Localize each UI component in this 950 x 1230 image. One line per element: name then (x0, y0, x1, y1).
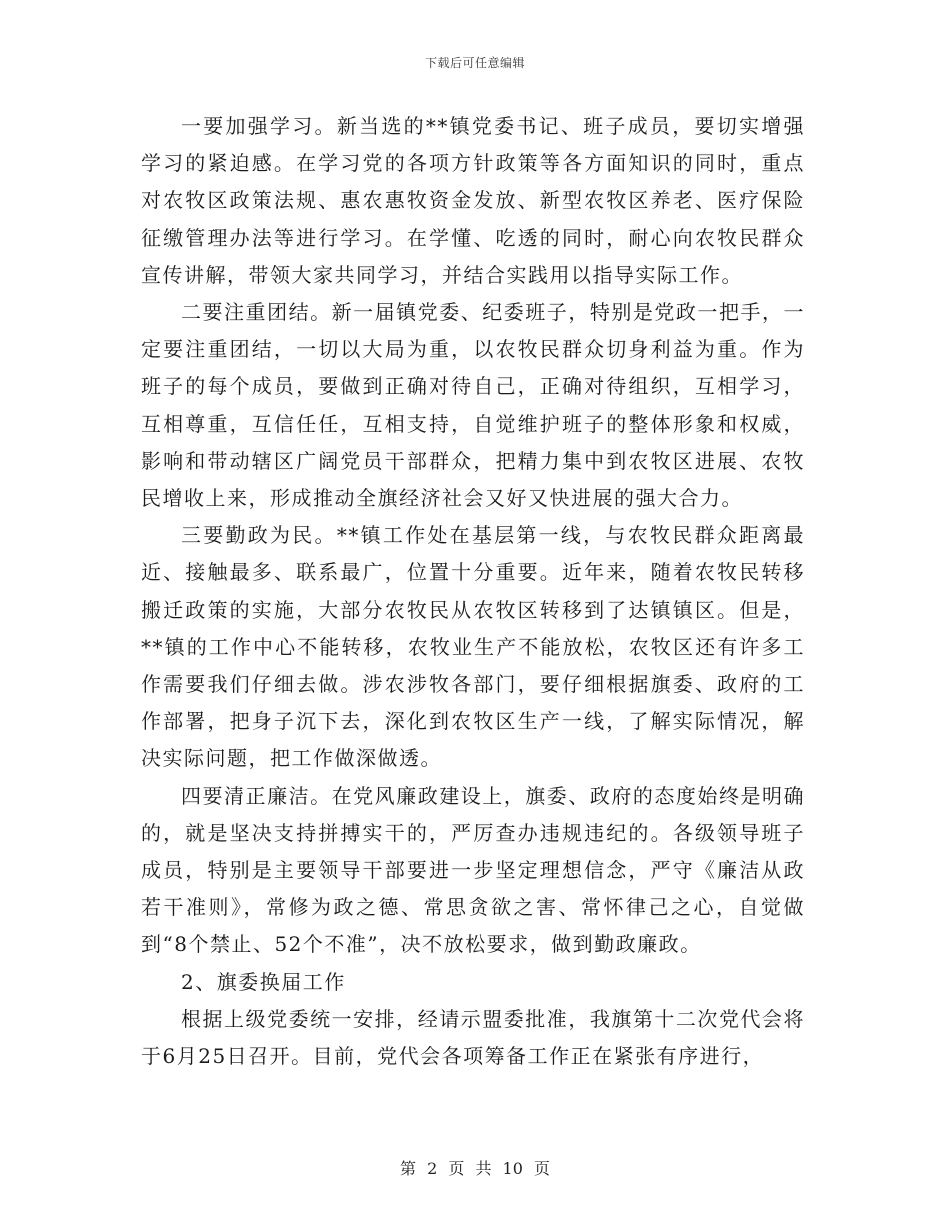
page-number: 第 2 页 共 10 页 (400, 1159, 550, 1178)
paragraph-unity: 二要注重团结。新一届镇党委、纪委班子，特别是党政一把手，一定要注重团结，一切以大局为重，以农牧民群众切身利益为重。作为班子的每个成员，要做到正确对待自己，正确对待组织，互相学习，互相尊重，互信任任，互相支持，自觉维护班子的整体形象和权威，影响和带动辖区广阔党员干部群众，把精力集中到农牧区进展、农牧民增收上来，形成推动全旗经济社会又好又快进展的强大合力。 (141, 300, 805, 511)
paragraph-study: 一要加强学习。新当选的**镇党委书记、班子成员，要切实增强学习的紧迫感。在学习党的各项方针政策等各方面知识的同时，重点对农牧区政策法规、惠农惠牧资金发放、新型农牧区养老、医疗保险征缴管理办法等进行学习。在学懂、吃透的同时，耐心向农牧民群众宣传讲解，带领大家共同学习，并结合实践用以指导实际工作。 (141, 114, 805, 287)
paragraph-diligence: 三要勤政为民。**镇工作处在基层第一线，与农牧民群众距离最近、接触最多、联系最广，位置十分重要。近年来，随着农牧民转移搬迁政策的实施，大部分农牧民从农牧区转移到了达镇镇区。但是，**镇的工作中心不能转移，农牧业生产不能放松，农牧区还有许多工作需要我们仔细去做。涉农涉牧各部门，要仔细根据旗委、政府的工作部署，把身子沉下去，深化到农牧区生产一线，了解实际情况，解决实际问题，把工作做深做透。 (141, 523, 805, 771)
page-header: 下载后可任意编辑 (424, 56, 525, 70)
paragraph-integrity: 四要清正廉洁。在党风廉政建设上，旗委、政府的态度始终是明确的，就是坚决支持拼搏实干的，严厉查办违规违纪的。各级领导班子成员，特别是主要领导干部要进一步坚定理想信念，严守《廉洁从政若干准则》，常修为政之德、常思贪欲之害、常怀律己之心，自觉做到“8个禁止、52个不准”，决不放松要求，做到勤政廉政。 (141, 783, 805, 957)
document-body (141, 108, 805, 1075)
paragraph-party-congress: 根据上级党委统一安排，经请示盟委批准，我旗第十二次党代会将于6月25日召开。目前，党代会各项筹备工作正在紧张有序进行， (141, 1006, 805, 1069)
section-heading: 2、旗委换届工作 (181, 969, 346, 994)
